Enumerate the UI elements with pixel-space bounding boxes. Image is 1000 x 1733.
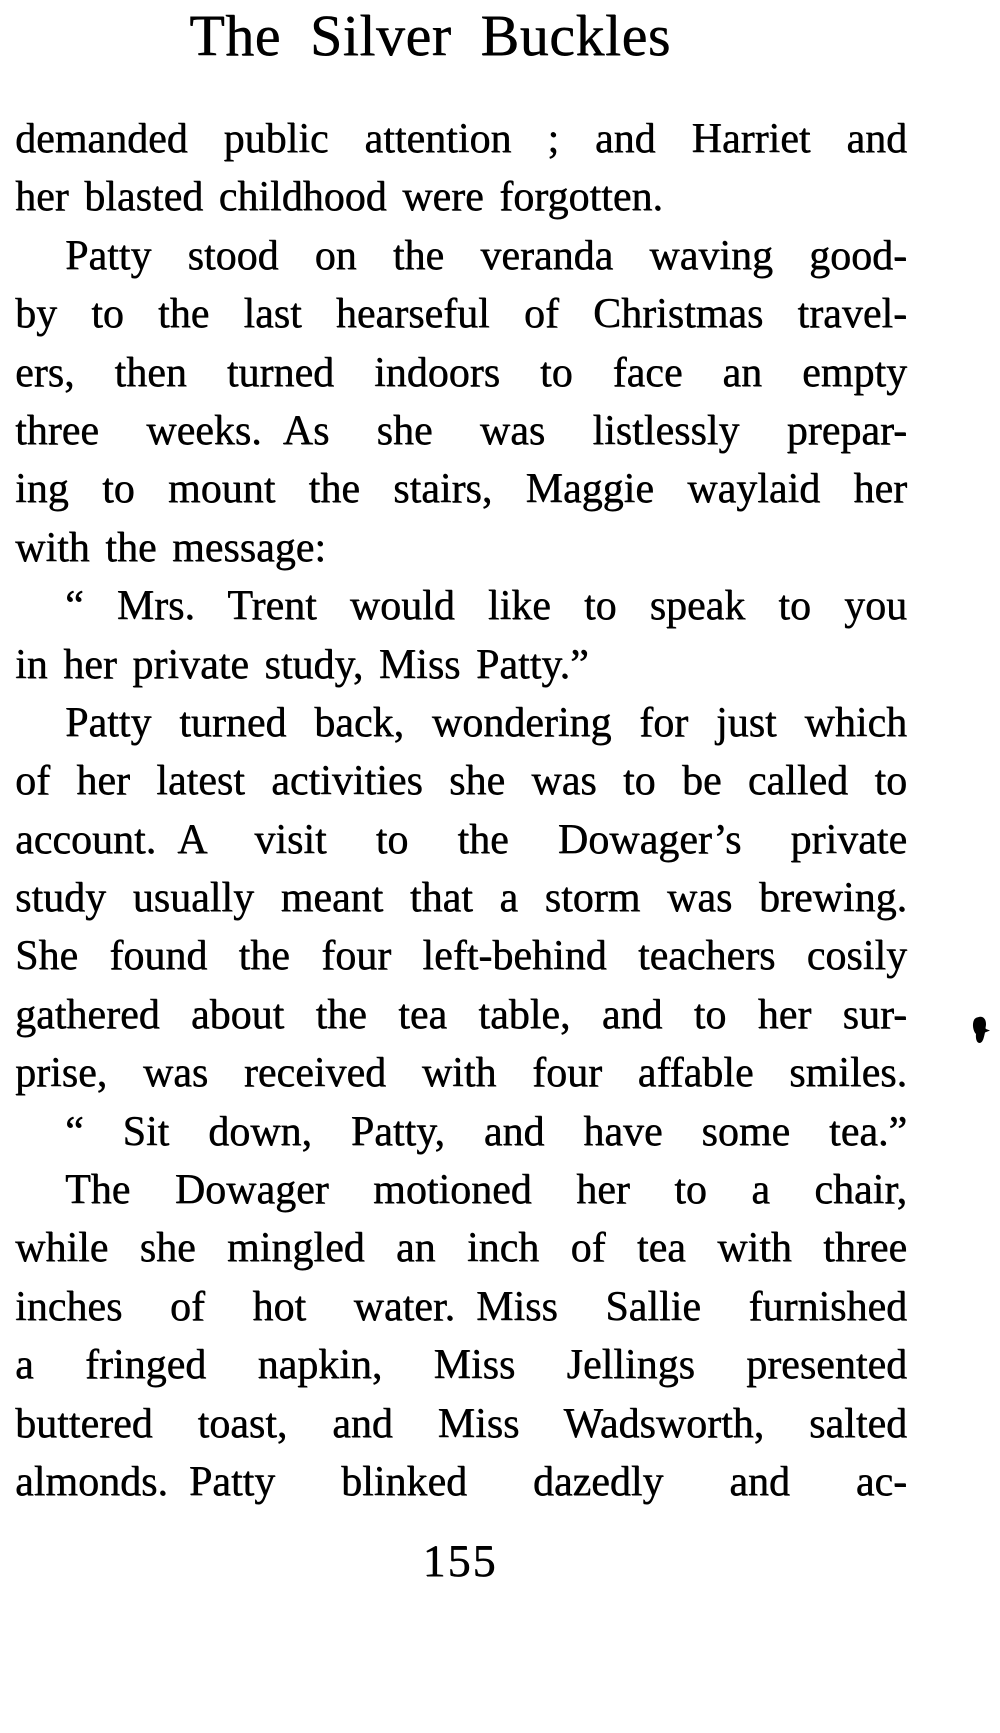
text-line: three weeks. As she was listlessly prepar- <box>15 407 907 454</box>
text-line: study usually meant that a storm was brewing. <box>15 875 907 922</box>
text-line: inches of hot water. Miss Sallie furnished <box>15 1283 907 1330</box>
text-line: prise, was received with four affable smiles. <box>15 1050 907 1097</box>
text-line: a fringed napkin, Miss Jellings presented <box>15 1342 907 1389</box>
text-line: account. A visit to the Dowager’s private <box>15 816 907 863</box>
text-line: almonds. Patty blinked dazedly and ac- <box>15 1458 907 1505</box>
ink-blot-mark <box>970 1016 990 1044</box>
text-line: by to the last hearseful of Christmas travel- <box>15 291 907 338</box>
text-line: buttered toast, and Miss Wadsworth, salted <box>15 1400 907 1447</box>
text-line: “ Sit down, Patty, and have some tea.” <box>65 1108 907 1155</box>
body-text <box>15 110 907 1511</box>
text-line: gathered about the tea table, and to her sur- <box>15 991 907 1038</box>
text-line: while she mingled an inch of tea with three <box>15 1225 907 1272</box>
text-line: with the message: <box>15 524 326 571</box>
text-line: Patty turned back, wondering for just which <box>65 699 907 746</box>
text-line: ers, then turned indoors to face an empty <box>15 349 907 396</box>
text-line: her blasted childhood were forgotten. <box>15 174 663 221</box>
text-line: demanded public attention ; and Harriet and <box>15 116 907 162</box>
text-line: The Dowager motioned her to a chair, <box>65 1167 907 1214</box>
text-line: She found the four left-behind teachers cosily <box>15 933 907 980</box>
page-number: 155 <box>422 1535 498 1586</box>
text-line: ing to mount the stairs, Maggie waylaid her <box>15 466 907 513</box>
text-line: in her private study, Miss Patty.” <box>15 641 589 688</box>
page-title: The Silver Buckles <box>189 3 671 68</box>
text-line: of her latest activities she was to be called to <box>15 758 907 805</box>
text-line: “ Mrs. Trent would like to speak to you <box>65 583 907 630</box>
text-line: Patty stood on the veranda waving good- <box>65 232 907 279</box>
